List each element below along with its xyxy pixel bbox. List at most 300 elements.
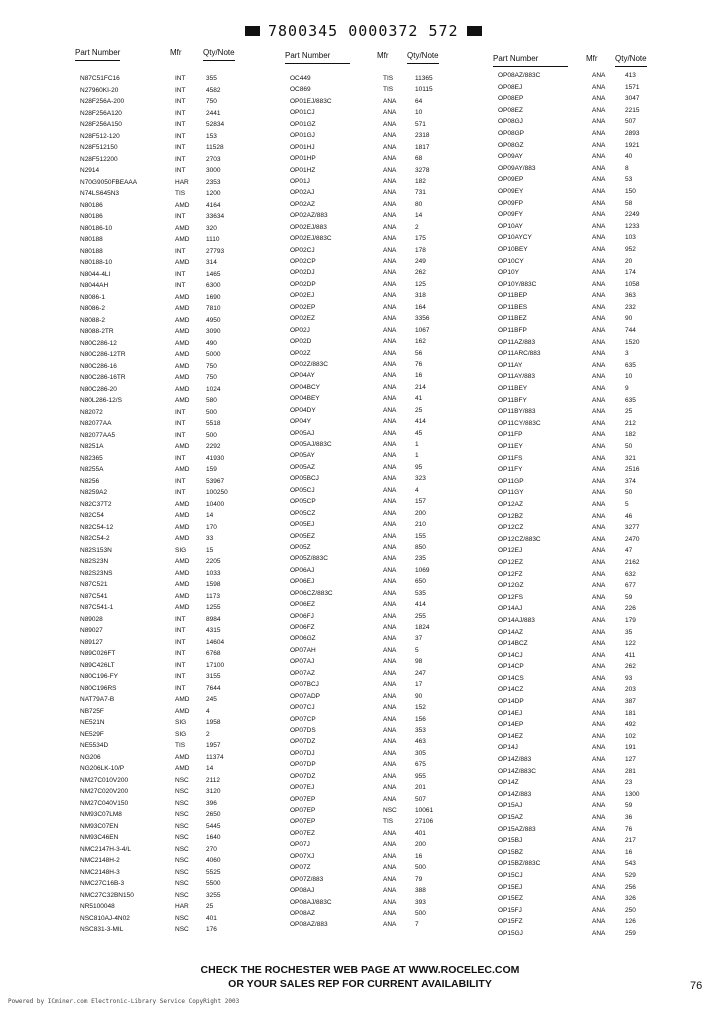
qty-note: 401 [415,829,426,837]
part-number: N28F512150 [80,144,118,151]
table-row [290,451,460,462]
table-row [290,108,460,119]
mfr: ANA [592,767,606,775]
mfr: ANA [383,258,397,265]
part-number: OC869 [290,86,311,94]
mfr: ANA [383,132,397,140]
part-number: OP14CS [498,674,524,682]
part-number: OP11FS [498,454,523,462]
mfr: ANA [383,97,397,105]
part-number: OP11GP [498,477,524,485]
mfr: ANA [383,852,397,860]
table-row [80,707,250,719]
mfr: NSC [175,868,189,876]
part-number: OP04AY [290,372,315,380]
qty-note: 1817 [415,143,430,151]
table-row [498,801,663,813]
part-number: OP14Z/883 [498,790,532,798]
part-number: OP02DJ [290,269,315,277]
table-row [498,117,663,129]
part-number: OP11GY [498,489,524,497]
mfr: ANA [592,825,606,833]
part-number: OP09FY [498,211,523,219]
part-number: OP07Z [290,864,311,872]
part-number: N82077AA [80,420,112,427]
table-row [498,593,663,605]
table-row [290,646,460,657]
part-number: NAT79A7-B [80,696,115,703]
qty-note: 191 [625,744,636,752]
table-row [290,840,460,851]
part-number: OP09EP [498,176,524,184]
mfr: AMD [175,374,190,381]
table-row [290,188,460,199]
qty-note: 490 [206,339,217,347]
table-row [290,657,460,668]
part-number: OP15AZ/883 [498,825,536,833]
part-number: OP15AJ [498,802,523,810]
table-row [290,143,460,154]
mfr: ANA [383,601,397,609]
mfr: ANA [383,612,397,620]
mfr: ANA [383,349,397,357]
qty-note: 1069 [415,566,430,574]
part-number: OP11AY/883 [498,373,535,381]
footer-line-2: OR YOUR SALES REP FOR CURRENT AVAILABILITY [228,978,492,990]
qty-note: 10115 [415,86,433,94]
table-row [498,697,663,709]
qty-note: 59 [625,593,633,601]
table-row [290,749,460,760]
mfr: ANA [383,726,397,734]
qty-note: 247 [415,669,426,677]
part-number: OP07J [290,841,310,849]
table-row [498,152,663,164]
mfr: ANA [592,269,606,277]
mfr: ANA [592,593,606,601]
table-row [290,863,460,874]
mfr: AMD [175,305,190,312]
qty-note: 5525 [206,868,221,876]
part-number: N27960KI-20 [80,86,119,94]
mfr: NSC [175,799,189,807]
part-number: OP01GJ [290,132,315,140]
part-number: N8086-2 [80,305,105,312]
qty-note: 33634 [206,213,225,220]
table-row [290,268,460,279]
part-number: N80188 [80,247,103,255]
mfr: INT [175,270,186,278]
part-number: OP02Z/883C [290,360,328,368]
part-number: NSC810AJ-4N02 [80,914,130,922]
qty-note: 955 [415,772,426,780]
mfr: NSC [175,822,189,830]
part-number: OP14J [498,744,518,752]
qty-note: 3277 [625,524,640,532]
table-row [498,372,663,384]
part-number: N82S153N [80,546,112,554]
barcode-header [245,22,482,40]
qty-note: 250 [625,906,636,914]
table-row [80,454,250,466]
qty-note: 36 [625,814,633,821]
part-number: NG206LK-10/P [80,765,125,772]
mfr: ANA [383,521,397,529]
qty-note: 2249 [625,211,640,219]
mfr: ANA [592,616,606,624]
qty-note: 214 [415,383,426,391]
part-number: OP12EJ [498,547,523,555]
mfr: ANA [383,143,397,151]
part-number: OP07CP [290,715,316,723]
part-number: OP05BCJ [290,475,319,483]
qty-note: 53 [625,176,633,184]
qty-note: 463 [415,738,426,746]
qty-note: 2650 [206,811,221,818]
qty-note: 153 [206,132,217,140]
qty-note: 20 [625,257,633,265]
header-part-number: Part Number [493,54,568,67]
table-row [80,534,250,546]
mfr: INT [175,86,186,94]
qty-note: 5445 [206,822,221,830]
table-row [290,715,460,726]
qty-note: 414 [415,418,426,426]
part-number: OP07CJ [290,704,315,712]
qty-note: 2318 [415,132,430,140]
qty-note: 27793 [206,247,225,255]
qty-note: 3278 [415,166,430,174]
table-row [498,361,663,373]
table-row [498,848,663,860]
qty-note: 156 [415,715,426,723]
qty-note: 46 [625,512,633,520]
mfr: ANA [383,566,397,574]
header-mfr: Mfr [586,54,598,63]
part-number: N80L286-12/S [80,397,122,404]
qty-note: 3047 [625,95,640,103]
qty-note: 50 [625,489,633,497]
qty-note: 27106 [415,818,434,826]
mfr: ANA [592,385,606,393]
part-number: N28F256A150 [80,121,122,128]
mfr: NSC [175,880,189,887]
qty-note: 507 [415,795,426,803]
qty-note: 1200 [206,190,221,197]
part-number: OP02EJ [290,292,315,300]
mfr: ANA [592,361,606,369]
mfr: NSC [175,845,189,853]
part-number: OP01HZ [290,166,316,174]
mfr: ANA [383,669,397,677]
mfr: ANA [592,906,606,914]
qty-note: 17 [415,681,423,689]
part-number: OP15FJ [498,906,522,914]
part-number: OP11BES [498,303,528,311]
mfr: AMD [175,224,190,232]
qty-note: 15 [206,546,214,554]
qty-note: 64 [415,97,423,105]
table-row [290,692,460,703]
table-row [290,795,460,806]
part-number: OP12CZ [498,524,524,532]
part-number: OP07XJ [290,852,315,860]
qty-note: 37 [415,635,423,643]
mfr: AMD [175,707,190,715]
table-row [498,129,663,141]
table-row [80,143,250,155]
part-number: OP07BCJ [290,681,319,689]
table-row [290,509,460,520]
table-row [498,512,663,524]
mfr: AMD [175,236,190,243]
mfr: NSC [383,807,397,814]
mfr: ANA [592,686,606,694]
mfr: INT [175,247,186,255]
part-number: OP14AZ [498,628,523,636]
part-number: OP01HP [290,155,316,163]
mfr: NSC [175,776,189,784]
mfr: ANA [592,814,606,821]
mfr: AMD [175,328,190,335]
part-number: OP04DY [290,406,316,414]
qty-note: 41 [415,395,423,403]
table-row [498,628,663,640]
qty-note: 53967 [206,477,225,485]
part-number: OP02AZ [290,200,315,208]
qty-note: 162 [415,338,426,346]
qty-note: 201 [415,784,426,792]
qty-note: 1058 [625,280,640,288]
table-row [80,155,250,167]
table-row [498,604,663,616]
mfr: ANA [592,222,606,230]
qty-note: 10400 [206,500,225,508]
part-number: OP07DZ [290,738,316,746]
mfr: ANA [383,543,397,551]
parts-column-1 [80,74,250,937]
table-row [498,813,663,825]
qty-note: 4950 [206,316,221,324]
mfr: AMD [175,339,190,347]
part-number: N82072 [80,408,103,416]
mfr: ANA [383,441,397,448]
part-number: OP14EJ [498,709,523,717]
mfr: INT [175,615,186,623]
mfr: INT [175,155,186,163]
table-row [80,362,250,374]
table-row [290,806,460,817]
qty-note: 1 [415,441,419,448]
table-row [498,662,663,674]
qty-note: 102 [625,732,636,740]
table-row [80,914,250,926]
part-number: OP09AY [498,153,523,161]
part-number: NMC27C32BN150 [80,891,134,899]
table-row [80,132,250,144]
table-row [498,442,663,454]
table-row [498,396,663,408]
part-number: N89028 [80,615,103,623]
table-row [290,566,460,577]
part-number: OP04Y [290,418,311,426]
part-number: OP01EJ/883C [290,97,332,105]
mfr: ANA [592,419,606,427]
qty-note: 7810 [206,305,221,312]
part-number: N80C196-FY [80,673,118,680]
part-number: OP06AJ [290,566,315,574]
mfr: ANA [383,887,397,895]
qty-note: 155 [415,532,426,540]
part-number: OP07EP [290,807,316,814]
qty-note: 387 [625,698,636,706]
mfr: ANA [592,187,606,195]
mfr: ANA [592,408,606,416]
part-number: N80186 [80,201,103,209]
mfr: INT [175,650,186,657]
part-number: OP11BEZ [498,315,527,323]
part-number: N82365 [80,454,103,462]
qty-note: 7 [415,921,419,929]
mfr: ANA [592,918,606,926]
part-number: N87C521 [80,581,108,588]
qty-note: 1690 [206,293,221,301]
qty-note: 2516 [625,466,640,474]
table-row [80,615,250,627]
part-number: OP08EP [498,95,524,103]
table-row [80,281,250,293]
table-row [498,175,663,187]
mfr: INT [175,684,186,692]
table-row [498,233,663,245]
qty-note: 56 [415,349,423,357]
table-row [80,270,250,282]
mfr: ANA [592,744,606,752]
header-mfr: Mfr [170,48,182,57]
qty-note: 305 [415,749,426,757]
table-row [80,879,250,891]
qty-note: 323 [415,475,426,483]
part-number: OP11CY/883C [498,419,541,427]
qty-note: 14 [206,512,214,519]
table-row [290,326,460,337]
mfr: ANA [592,779,606,787]
table-row [290,898,460,909]
mfr: ANA [383,406,397,414]
table-row [80,408,250,420]
qty-note: 6768 [206,650,221,657]
table-row [290,120,460,131]
qty-note: 4315 [206,627,221,634]
part-number: OP11FP [498,431,523,439]
table-row [290,760,460,771]
mfr: ANA [383,280,397,288]
part-number: OP05EJ [290,521,315,529]
part-number: OP02CP [290,258,316,265]
mfr: ANA [592,848,606,856]
table-row [498,71,663,83]
table-row [498,419,663,431]
qty-note: 3090 [206,328,221,335]
part-number: OP10Y/883C [498,280,537,288]
mfr: ANA [592,164,606,172]
table-row [290,314,460,325]
table-row [498,883,663,895]
part-number: OP12BZ [498,512,523,520]
footer-line-1: CHECK THE ROCHESTER WEB PAGE AT WWW.ROCELEC.COM [200,964,520,976]
qty-note: 40 [625,153,633,161]
qty-note: 126 [625,918,636,926]
qty-note: 262 [625,663,636,671]
mfr: ANA [383,635,397,643]
qty-note: 79 [415,875,423,883]
part-number: N87C541 [80,592,108,600]
qty-note: 14604 [206,638,225,646]
table-row [498,210,663,222]
qty-note: 25 [206,903,214,910]
mfr: ANA [383,715,397,723]
part-number: OP07Z/883 [290,875,324,883]
part-number: N80C196RS [80,684,117,692]
part-number: OP08GP [498,129,525,137]
mfr: ANA [383,475,397,483]
qty-note: 249 [415,258,426,265]
part-number: NM93C46EN [80,834,119,841]
table-row [80,684,250,696]
table-row [80,500,250,512]
qty-note: 179 [625,616,636,624]
table-row [498,314,663,326]
table-row [80,419,250,431]
powered-by-watermark: Powered by ICminer.com Electronic-Library Service CopyRight 2003 [8,998,240,1005]
mfr: ANA [592,674,606,682]
part-number: OP05AZ [290,463,315,471]
table-row [290,166,460,177]
part-number: OP14Z [498,779,519,787]
table-row [290,497,460,508]
table-row [80,339,250,351]
mfr: ANA [592,570,606,578]
mfr: ANA [383,338,397,346]
qty-note: 170 [206,523,217,531]
table-row [290,680,460,691]
qty-note: 217 [625,837,636,845]
mfr: ANA [592,547,606,555]
mfr: ANA [383,235,397,243]
qty-note: 744 [625,327,636,335]
part-number: N89C026FT [80,650,116,657]
mfr: ANA [383,749,397,757]
qty-note: 635 [625,396,636,404]
part-number: N80188-10 [80,259,113,266]
table-row [498,732,663,744]
table-row [80,546,250,558]
part-number: OP08AJ/883C [290,898,332,906]
mfr: ANA [383,589,397,597]
mfr: ANA [383,120,397,128]
mfr: ANA [592,512,606,520]
mfr: ANA [592,141,606,149]
part-number: OP05CP [290,498,316,506]
mfr: ANA [383,555,397,563]
qty-note: 16 [415,372,423,380]
part-number: OP12FZ [498,570,523,578]
part-number: N28F512200 [80,155,118,163]
part-number: NMC2148H-3 [80,868,120,876]
mfr: ANA [592,176,606,184]
table-row [498,326,663,338]
parts-column-2 [290,74,460,932]
